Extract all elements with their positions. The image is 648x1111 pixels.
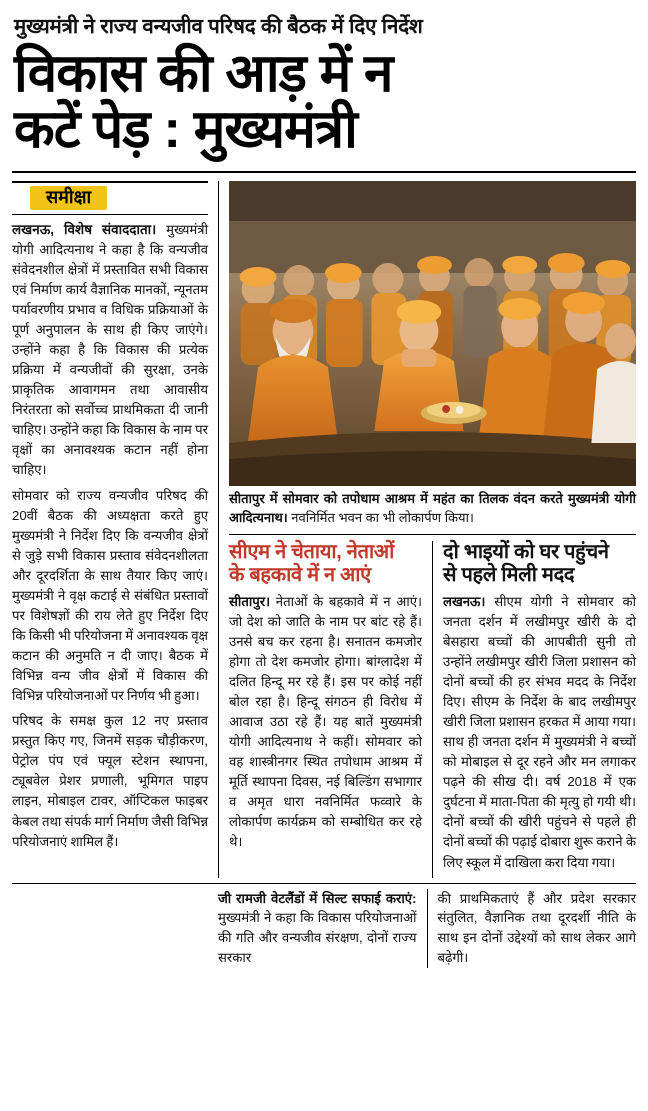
bottom-divider [12, 883, 636, 884]
headline-divider [12, 171, 636, 173]
sub-article-2-text: सीएम योगी ने सोमवार को जनता दर्शन में लखीमपुर खीरी के दो बेसहारा बच्चों की आपबीती सुनी तो उन्होंने लखीमपुर खीरी जिला प्रशासन को दोनों बच्चों की हर संभव मदद के निर्देश दिए। सीएम के निर्देश के बाद लखीमपुर खीरी जिला प्रशासन हरकत में आया गया। साथ ही जनता दर्शन में मुख्यमंत्री ने बच्चों को मोबाइल से दूर रहने और मन लगाकर पढ़ने की सीख दी। वर्ष 2018 में एक दुर्घटना में माता-पिता की मृत्यु हो गयी थी। दोनों बच्चों की खीरी पहुंचने से पहले ही दोनों बच्चों की पढ़ाई दोबारा शुरू कराने के लिए स्कूल में दाखिला करा दिया गया। [443, 593, 636, 870]
sub-article-2-dateline: लखनऊ। [443, 593, 486, 609]
column-separator [218, 181, 219, 878]
left-paragraph-2: सोमवार को राज्य वन्यजीव परिषद की 20वीं बैठक की अध्यक्षता करते हुए मुख्यमंत्री ने निर्देश दिए कि वन्यजीव क्षेत्रों से जुड़े सभी विकास प्रस्ताव संवेदनशीलता और दूरदर्शिता के साथ तैयार किए जाएं। मुख्यमंत्री ने वृक्ष कटाई से संबंधित प्रस्तावों पर विशेषज्ञों की राय लेते हुए निर्देश दिए कि किसी भी परियोजना में अनावश्यक वृक्ष कटान की अनुमति न दी जाए। बैठक में विभिन्न वन्य जीव क्षेत्रों में विकास की विभिन्न परियोजनाओं पर निर्णय भी हुआ। [12, 487, 208, 704]
sub-article-2-body [443, 592, 636, 873]
cm-tilak-ceremony-photo [229, 181, 636, 486]
sub-article-1-body [229, 592, 422, 853]
sub-article-1-heading-line-1: सीएम ने चेताया, नेताओं [229, 540, 395, 563]
sub-article-separator [432, 541, 433, 878]
bottom-strip [12, 889, 636, 968]
sub-article-2-heading-line-1: दो भाइयों को घर पहुंचने [443, 540, 609, 563]
left-paragraph-1 [12, 220, 208, 481]
headline-line-1: विकास की आड़ में न [14, 43, 393, 103]
dateline: लखनऊ, विशेष संवाददाता। [12, 221, 157, 237]
photo-caption-bold: सीतापुर में सोमवार को तपोधाम आश्रम में महंत का तिलक वंदन करते मुख्यमंत्री योगी आदित्यनाथ। [229, 491, 636, 525]
caption-divider [229, 534, 636, 535]
samiksha-badge-row [12, 181, 208, 215]
page-title [14, 43, 636, 160]
sub-article-1-heading-line-2: के बहकावे में न आएं [229, 563, 371, 586]
sub-article-2 [443, 541, 636, 878]
article-body [12, 181, 636, 878]
bottom-separator [427, 889, 428, 968]
right-column [229, 181, 636, 878]
bottom-right-text: की प्राथमिकताएं हैं और प्रदेश सरकार संतुलित, वैज्ञानिक तथा दूरदर्शी नीति के साथ इन दोनों उद्देश्यों को साथ लेकर आगे बढ़ेगी। [437, 890, 636, 965]
sub-article-1-heading [229, 541, 422, 587]
sub-articles [229, 541, 636, 878]
bottom-left-note [218, 889, 417, 968]
photo-caption-normal: नवनिर्मित भवन का भी लोकार्पण किया। [287, 509, 474, 525]
left-column [12, 181, 208, 857]
left-paragraph-1-text: मुख्यमंत्री योगी आदित्यनाथ ने कहा है कि वन्यजीव संवेदनशील क्षेत्रों में प्रस्तावित सभी विकास एवं निर्माण कार्य वैज्ञानिक मानकों, न्यूनतम पर्यावरणीय प्रभाव व विधिक प्रक्रियाओं के पूर्ण अनुपालन के साथ ही किए जाएंगे। उन्होंने कहा है कि विकास की प्रत्येक प्रक्रिया में वन्यजीवों की सुरक्षा, उनके प्राकृतिक आवागमन तथा आवासीय निरंतरता को सर्वोच्च प्राथमिकता दी जानी चाहिए। उन्होंने कहा कि विकास के नाम पर वृक्षों का अनावश्यक कटान नहीं होना चाहिए। [12, 221, 209, 478]
bottom-right-note [438, 889, 637, 968]
sub-article-1-text: नेताओं के बहकावे में न आएं। जो देश को जाति के नाम पर बांट रहे हैं। उनसे बच कर रहना है। सनातन कमजोर होगा तो देश कमजोर होगा। बांग्लादेश में दलित हिन्दू मर रहे हैं। इस पर कोई नहीं बोल रहा है। हिन्दू संगठन ही विरोध में आवाज उठा रहे हैं। यह बातें मुख्यमंत्री योगी आदित्यनाथ ने कहीं। सोमवार को वह शास्त्रीनगर स्थित तपोधाम आश्रम में मूर्ति स्थापना दिवस, नई बिल्डिंग सभागार व अमृत धारा नवनिर्मित फव्वारे के लोकार्पण कार्यक्रम को सम्बोधित कर रहे थे। [229, 593, 422, 850]
sub-article-2-heading-line-2: से पहले मिली मदद [443, 563, 575, 586]
status-badge: समीक्षा [30, 186, 107, 210]
sub-article-1 [229, 541, 422, 858]
bottom-left-bold: जी रामजी वेटलैंडों में सिल्ट सफाई कराएं: [218, 890, 417, 906]
bottom-left-text: मुख्यमंत्री ने कहा कि विकास परियोजनाओं की गति और वन्यजीव संरक्षण, दोनों राज्य सरकार [218, 910, 417, 965]
sub-article-2-heading [443, 541, 636, 587]
photo-caption [229, 490, 636, 528]
sub-article-1-dateline: सीतापुर। [229, 593, 271, 609]
headline-line-2: कटें पेड़ : मुख्यमंत्री [14, 100, 357, 160]
kicker-line: मुख्यमंत्री ने राज्य वन्यजीव परिषद की बैठक में दिए निर्देश [14, 15, 423, 38]
left-paragraph-3: परिषद के समक्ष कुल 12 नए प्रस्ताव प्रस्तुत किए गए, जिनमें सड़क चौड़ीकरण, पेट्रोल पंप एवं फ्यूल स्टेशन स्थापना, ट्यूबवेल प्रेशर प्रणाली, भूमिगत पाइप लाइन, मोबाइल टावर, ऑप्टिकल फाइबर केबल तथा संपर्क मार्ग निर्माण जैसी विभिन्न परियोजनाएं शामिल हैं। [12, 713, 208, 849]
